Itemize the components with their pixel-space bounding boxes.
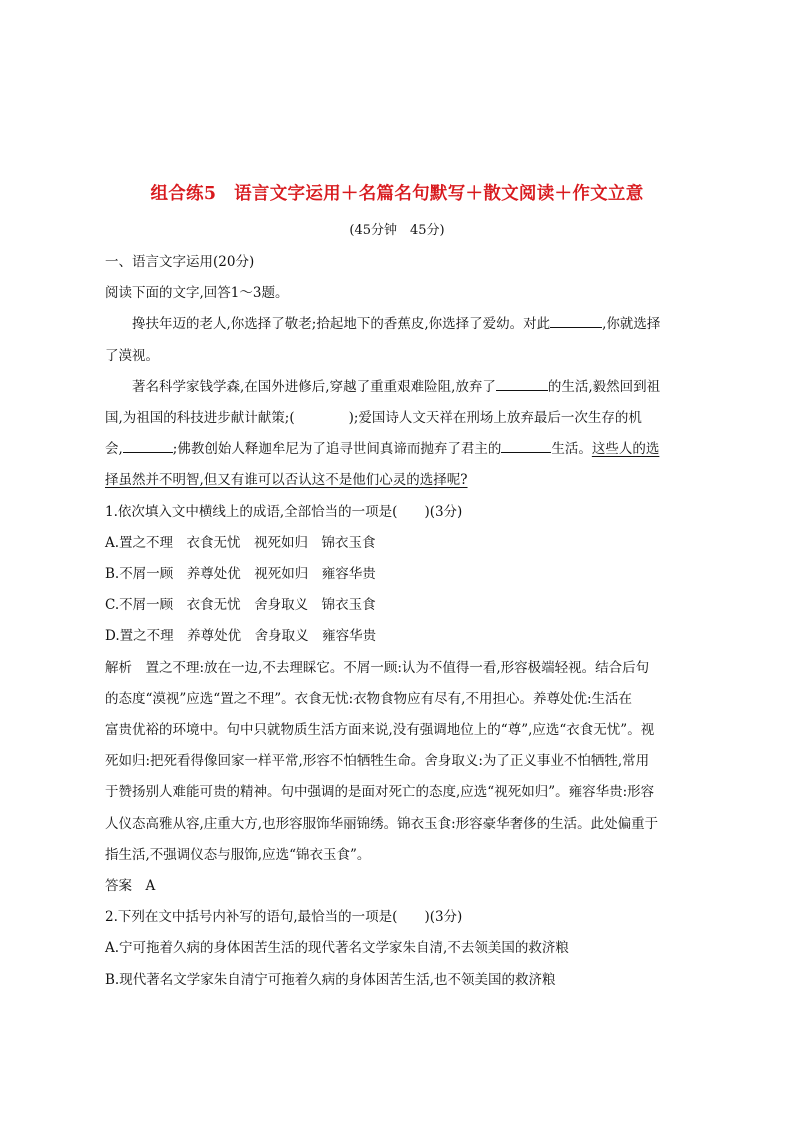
fill-blank-2	[496, 374, 548, 391]
fill-blank-3	[123, 436, 173, 453]
analysis-line: 死如归:把死看得像回家一样平常,形容不怕牺牲生命。舍身取义:为了正义事业不怕牺牲,常用	[105, 753, 650, 770]
analysis-line: 富贵优裕的环境中。句中只就物质生活方面来说,没有强调地位上的“尊”,应选“衣食无忧”。视	[105, 722, 655, 739]
question-1-option-b: B.不屑一顾 养尊处优 视死如归 雍容华贵	[105, 566, 376, 583]
question-1-answer: 答案 A	[105, 878, 156, 895]
analysis-line: 的态度“漠视”应选“置之不理”。衣食无忧:衣物食物应有尽有,不用担心。养尊处优:生活在	[105, 690, 632, 707]
passage-text: ;佛教创始人释迦牟尼为了追寻世间真谛而抛弃了君主的	[172, 441, 502, 458]
passage-paragraph-2	[105, 372, 697, 403]
fill-blank-1	[550, 311, 602, 328]
question-1-option-a: A.置之不理 衣食无忧 视死如归 锦衣玉食	[105, 534, 376, 551]
question-2-option-a: A.宁可拖着久病的身体困苦生活的现代著名文学家朱自清,不去领美国的救济粮	[105, 940, 569, 957]
passage-paragraph-1-cont: 了漠视。	[105, 347, 159, 364]
analysis-line: 于赞扬别人难能可贵的精神。句中强调的是面对死亡的态度,应选“视死如归”。雍容华贵:形容	[105, 784, 655, 801]
passage-text: 搀扶年迈的老人,你选择了敬老;拾起地下的香蕉皮,你选择了爱幼。对此	[132, 316, 551, 333]
passage-line	[105, 465, 697, 496]
passage-text: ,你就选择	[602, 316, 661, 333]
passage-text: 著名科学家钱学森,在国外进修后,穿越了重重艰难险阻,放弃了	[132, 378, 496, 395]
passage-line	[105, 434, 697, 465]
fill-blank-4	[501, 436, 551, 453]
document-body	[105, 247, 697, 996]
question-2-option-b: B.现代著名文学家朱自清宁可拖着久病的身体困苦生活,也不领美国的救济粮	[105, 971, 556, 988]
passage-line	[105, 403, 697, 434]
question-1-option-d: D.置之不理 养尊处优 舍身取义 雍容华贵	[105, 628, 377, 645]
passage-paragraph-1	[105, 309, 697, 340]
question-1-option-c: C.不屑一顾 衣食无忧 舍身取义 锦衣玉食	[105, 597, 376, 614]
underlined-sentence: 这些人的选	[591, 441, 660, 458]
section-heading: 一、语言文字运用(20分)	[105, 254, 255, 270]
analysis-line: 解析 置之不理:放在一边,不去理睬它。不屑一顾:认为不值得一看,形容极端轻视。结合后句	[105, 659, 650, 676]
passage-text: 生活。	[551, 441, 592, 458]
underlined-sentence: 择虽然并不明智,但又有谁可以否认这不是他们心灵的选择呢?	[105, 472, 468, 489]
passage-text: 国,为祖国的科技进步献计献策;(	[105, 410, 295, 427]
reading-instruction: 阅读下面的文字,回答1～3题。	[105, 285, 289, 302]
analysis-line: 人仪态高雅从容,庄重大方,也形容服饰华丽锦绣。锦衣玉食:形容豪华奢侈的生活。此处偏重于	[105, 815, 659, 832]
page-title: 组合练5 语言文字运用＋名篇名句默写＋散文阅读＋作文立意	[150, 184, 644, 204]
question-1-stem: 1.依次填入文中横线上的成语,全部恰当的一项是( )(3分)	[105, 503, 463, 520]
passage-text: 会,	[105, 441, 123, 458]
question-2-stem: 2.下列在文中括号内补写的语句,最恰当的一项是( )(3分)	[105, 909, 463, 926]
passage-text: );爱国诗人文天祥在刑场上放弃最后一次生存的机	[348, 410, 642, 427]
analysis-line: 指生活,不强调仪态与服饰,应选“锦衣玉食”。	[105, 846, 371, 863]
passage-text: 的生活,毅然回到祖	[547, 378, 661, 395]
time-score-note: (45分钟 45分)	[349, 223, 445, 238]
